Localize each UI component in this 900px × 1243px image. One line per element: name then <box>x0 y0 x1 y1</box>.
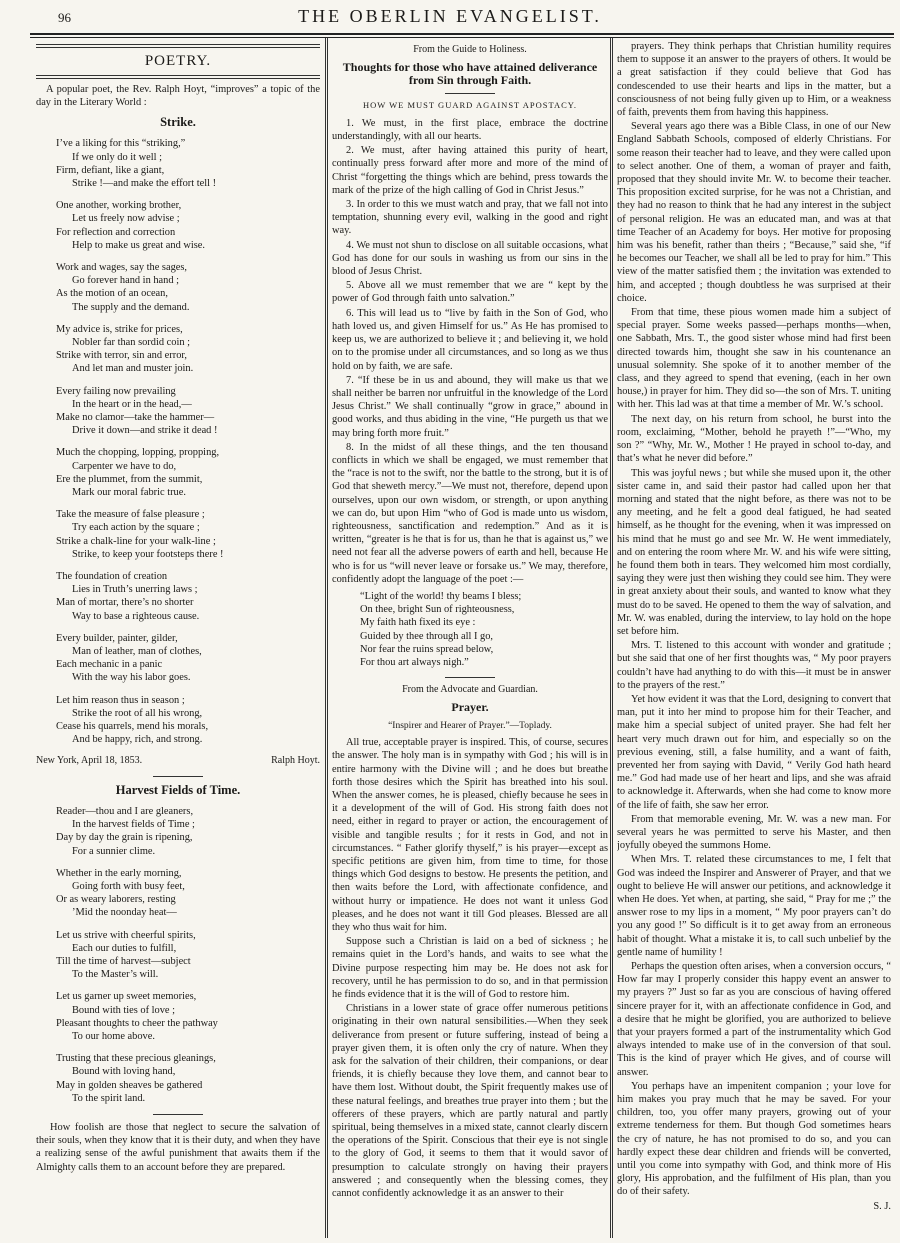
paragraph: Yet how evident it was that the Lord, designing to convert that man, put it into her mind to propose him for their Teacher, and make him a special subject of united prayer. She had felt her heart very much drawn out for him, and especially so on the previous evening, still, a false humility, and a want of faith, prevented her from saying with David, “ Verily God hath heard me.” God had made use of her heart and lips, and she was afraid to acknowledge it. Afterwards, when she had come to know more of the life of faith, she saw her error. <box>617 693 891 811</box>
poem-line: Till the time of harvest—subject <box>56 956 191 968</box>
poem-line: To our home above. <box>72 1031 155 1043</box>
stanza <box>56 137 320 190</box>
article-source: From the Guide to Holiness. <box>413 44 527 55</box>
verse-line: Nor fear the ruins spread below, <box>360 643 494 655</box>
poem-line: Take the measure of false pleasure ; <box>56 509 205 521</box>
poem-line: Each our duties to fulfill, <box>72 942 177 954</box>
paragraph: All true, acceptable prayer is inspired. This, of course, secures the answer. The holy man is in sympathy with God ; his will is in entire harmony with the Divine will ; and he does but breathe forth those desires which the Spirit has breathed into his soul. When the answer comes, he is pleased, chiefly because he sees in it a development of the will of God. His strong faith does not need, either in regard to prayer or action, the encouragement of visible and tangible results ; for it rests in God, and not in circumstances. “ Father glorify thyself,” is his prayer—except as specific petitions are given him, from time to time, for those things which God designs to bestow. He presents the petition, and then waits before the Lord, with affectionate confidence, and without hurry or impatience. He does not want it unless God pleases, and he does not want it till God pleases. Blessed are all they who thus wait for him. <box>332 737 608 933</box>
poem-title: Harvest Fields of Time. <box>115 783 241 798</box>
article-body <box>617 40 891 1199</box>
closing-paragraph: How foolish are those that neglect to secure the salvation of their souls, when they know that it is their duty, and when they have a realizing sense of the awful punishment that awaits them if the Almighty calls them to an account before they are prepared. <box>36 1122 320 1173</box>
divider <box>153 1114 203 1115</box>
poem-line: Way to base a righteous cause. <box>72 610 200 622</box>
article-epigraph: “Inspirer and Hearer of Prayer.”—Toplady. <box>388 721 552 732</box>
poem-line: Or as weary laborers, resting <box>56 894 176 906</box>
poem-line: Trusting that these precious gleanings, <box>56 1053 216 1065</box>
poem-line: Firm, defiant, like a giant, <box>56 164 165 176</box>
poem-line: Nobler far than sordid coin ; <box>72 336 191 348</box>
column-rule <box>325 38 328 1238</box>
divider <box>445 677 495 678</box>
poem-line: Carpenter we have to do, <box>72 460 177 472</box>
poem-line: Strike with terror, sin and error, <box>56 350 188 362</box>
article-title: Prayer. <box>451 699 489 714</box>
paragraph: 8. In the midst of all these things, and the ten thousand conflicts in which we shall be engaged, we must remember that the “race is not to the swift, nor the battle to the strong, but it is of God that sheweth mercy.”—We must not, therefore, depend upon ourselves, upon our own wisdom, or strength, or upon anything we can do, but upon Him “who of God is made unto us wisdom, righteousness, sanctification and redemption.” And as it is written, “greater is he that is for us, than he that is against us,” we need not fear all the adverse powers of earth and hell, because He who is for us “will never leave or forsake us.” We may, therefore, confidently adopt the language of the poet :— <box>332 441 608 585</box>
poem-line: Drive it down—and strike it dead ! <box>72 425 218 437</box>
quoted-verse <box>360 590 608 669</box>
poem-line: Cease his quarrels, mend his morals, <box>56 721 209 733</box>
poem-line: Going forth with busy feet, <box>72 881 185 893</box>
paragraph: Christians in a lower state of grace offer numerous petitions originating in their own natural sensibilities.—When they seek deliverance from present or future suffering, instead of being a prayer given them, it is often only the cry of nature. When they ask for the salvation of their children, their companions, or dear friends, it is chiefly because they love them, and cannot bear to have them lost. Without doubt, the Spirit frequently makes use of these natural feelings, and breathes true prayer into them ; but the offerers of these prayers, which are partly natural and partly spiritual, being themselves in a mixed state, cannot clearly discern the operations of the Spirit. Conscious that their eye is not single to the glory of God, it seems to them that it would savor of presumption to calculate strongly on having their prayers answered ; and consequently when the blessing comes, they cannot confidently acknowledge it as an answer to their <box>332 1003 608 1200</box>
poem-line: Day by day the grain is ripening, <box>56 832 193 844</box>
poem-line: The foundation of creation <box>56 571 168 583</box>
stanza <box>56 990 320 1043</box>
poem-line: For reflection and correction <box>56 226 176 238</box>
stanza <box>56 570 320 623</box>
poem-line: Much the chopping, lopping, propping, <box>56 447 220 459</box>
stanza <box>56 632 320 685</box>
poem-line: To the spirit land. <box>72 1092 146 1104</box>
poem-place-date: New York, April 18, 1853. <box>36 755 143 767</box>
paragraph: This was joyful news ; but while she mused upon it, the other sister came in, and said their pastor had called upon her that morning and stated that the night before, as there was not to be any meeting, and he felt a good deal fatigued, he had seated himself, as he thought for the evening, when it was impressed on his mind that he must go and see Mr. W. He went immediately, and on entering the room where Mr. W. and his wife were sitting, he found them both in tears. They welcomed him most cordially, saying they were just then wishing they could see him. They were in great anxiety about their souls, and wanted to know what they must do to be saved. He opened to them the way of salvation, and Mr. W. was enabled, during the interview, to lay hold on the hope set before him. <box>617 467 891 637</box>
poem-line: Man of leather, man of clothes, <box>72 646 202 658</box>
poem-body <box>36 805 320 1105</box>
article-signature: S. J. <box>873 1200 891 1212</box>
stanza <box>56 805 320 858</box>
article-title: Thoughts for those who have attained deliverance from Sin through Faith. <box>342 59 598 87</box>
poem-line: Help to make us great and wise. <box>72 239 206 251</box>
poem-line: Let us freely now advise ; <box>72 213 180 225</box>
article-subtitle: HOW WE MUST GUARD AGAINST APOSTACY. <box>363 100 577 111</box>
stanza <box>56 867 320 920</box>
section-heading: POETRY. <box>144 53 212 69</box>
paragraph: 1. We must, in the first place, embrace the doctrine understandingly, with all our hearts. <box>332 117 608 143</box>
paragraph: 7. “If these be in us and abound, they will make us that we shall neither be barren nor unfruitful in the knowledge of the Lord Jesus Christ.” We shall continually “grow in grace,” abound in good works, and thus abiding in the vine, “He purgeth us that we may bring forth more fruit.” <box>332 374 608 439</box>
stanza <box>56 929 320 982</box>
column-rule <box>610 38 613 1238</box>
article-body <box>332 736 608 1200</box>
article-source: From the Advocate and Guardian. <box>402 684 538 696</box>
poem-line: Let us strive with cheerful spirits, <box>56 929 196 941</box>
poem-line: Strike the root of all his wrong, <box>72 707 203 719</box>
verse-line: On thee, bright Sun of righteousness, <box>360 604 515 616</box>
verse-line: Guided by thee through all I go, <box>360 630 494 642</box>
poem-line: My advice is, strike for prices, <box>56 323 183 335</box>
poem-line: For a sunnier clime. <box>72 845 156 857</box>
poem-line: Bound with loving hand, <box>72 1066 176 1078</box>
poem-signature <box>36 755 320 768</box>
poem-line: I’ve a liking for this “striking,” <box>56 138 186 150</box>
poem-title: Strike. <box>160 115 196 130</box>
poem-body <box>36 137 320 746</box>
poem-line: If we only do it well ; <box>72 151 163 163</box>
section-rule <box>36 75 320 79</box>
paragraph: 5. Above all we must remember that we are “ kept by the power of God through faith unto salvation.” <box>332 280 608 305</box>
stanza <box>56 694 320 747</box>
paragraph: 6. This will lead us to “live by faith in the Son of God, who hath loved us, and given Himself for us.” As He has promised to keep us, we are authorized to believe it ; and believing it, we hold on to the promise under all circumstances, and so long as we thus hold on by faith, we are safe. <box>332 307 608 372</box>
poem-line: And be happy, rich, and strong. <box>72 734 203 746</box>
poem-line: And let man and muster join. <box>72 363 194 375</box>
paragraph: You perhaps have an impenitent companion ; your love for him makes you pray much that he may be saved. For your children, too, you offer many prayers, growing out of your extreme tenderness for them. But though God sometimes hears the cry of nature, he has not promised to do so, and you can hardly expect these dear children and friends will be converted, until you come into sympathy with God, and think more of His glory, His approbation, and the fulfilment of His plan, than you do of their safety. <box>617 1080 891 1198</box>
poem-line: In the harvest fields of Time ; <box>72 819 195 831</box>
column-continuation <box>617 40 891 1240</box>
poem-line: As the motion of an ocean, <box>56 288 168 300</box>
poem-line: One another, working brother, <box>56 200 182 212</box>
poem-line: Bound with ties of love ; <box>72 1004 176 1016</box>
poem-line: Lies in Truth’s unerring laws ; <box>72 584 198 596</box>
stanza <box>56 261 320 314</box>
poem-line: Strike !—and make the effort tell ! <box>72 177 217 189</box>
poem-line: May in golden sheaves be gathered <box>56 1079 203 1091</box>
poem-line: Man of mortar, there’s no shorter <box>56 597 194 609</box>
divider <box>445 93 495 94</box>
poem-line: Strike, to keep your footsteps there ! <box>72 548 224 560</box>
poem-line: Ere the plummet, from the summit, <box>56 473 203 485</box>
stanza <box>56 446 320 499</box>
verse-line: “Light of the world! thy beams I bless; <box>360 590 522 602</box>
verse-line: My faith hath fixed its eye : <box>360 617 476 629</box>
divider <box>153 776 203 777</box>
poem-line: Make no clamor—take the hammer— <box>56 411 215 423</box>
poem-line: Pleasant thoughts to cheer the pathway <box>56 1017 218 1029</box>
stanza <box>56 323 320 376</box>
stanza <box>56 1052 320 1105</box>
article-body <box>332 117 608 586</box>
paragraph: 4. We must not shun to disclose on all suitable occasions, what God has done for our souls in washing us from our sins in the blood of Jesus Christ. <box>332 239 608 278</box>
poem-line: Try each action by the square ; <box>72 522 200 534</box>
poem-line: Reader—thou and I are gleaners, <box>56 806 194 818</box>
poem-intro: A popular poet, the Rev. Ralph Hoyt, “improves” a topic of the day in the Literary World : <box>36 84 320 109</box>
column-articles <box>332 40 608 1240</box>
stanza <box>56 199 320 252</box>
paragraph: Perhaps the question often arises, when a conversion occurs, “ How far may I properly consider this happy event an answer to my prayers ?” Just so far as you are conscious of having offered sincere prayer for it, with an affectionate confidence in God, and a desire that he might be glorified, you are authorized to believe that your prayers formed a part of the instrumentality which God always intended to make use of in the conversion of that soul. This is the kind of prayer which He gives, and of course will answer. <box>617 961 891 1078</box>
poem-line: ’Mid the noonday heat— <box>72 907 177 919</box>
poem-line: Each mechanic in a panic <box>56 659 163 671</box>
poem-line: To the Master’s will. <box>72 969 159 981</box>
poem-line: Every failing now prevailing <box>56 385 176 397</box>
page-number: 96 <box>58 10 71 25</box>
paragraph: prayers. They think perhaps that Christian humility requires them to suppose it an answer to the prayers of others. It would be a great satisfaction if they could believe that God has condescended to use their hearts and lips in the matter, but a consciousness of not being fully given up to Him, or a weakness of faith, prevents them from having this happiness. <box>617 41 891 119</box>
poem-line: Let us garner up sweet memories, <box>56 991 197 1003</box>
verse-line: For thou art always nigh.” <box>360 656 469 668</box>
section-rule <box>36 44 320 48</box>
poem-line: Work and wages, say the sages, <box>56 261 188 273</box>
poem-line: Whether in the early morning, <box>56 867 182 879</box>
poem-line: Every builder, painter, gilder, <box>56 632 178 644</box>
paragraph: From that memorable evening, Mr. W. was a new man. For several years he was permitted to serve his Master, and then joyfully obeyed the summons Home. <box>617 813 891 852</box>
stanza <box>56 385 320 438</box>
stanza <box>56 508 320 561</box>
poem-author: Ralph Hoyt. <box>271 755 320 767</box>
poem-line: The supply and the demand. <box>72 301 190 313</box>
paragraph: Suppose such a Christian is laid on a bed of sickness ; he remains quiet in the Lord’s hands, and waits to see what the Divine purpose respecting him may be. He does not ask for recovery, until he has permission to do so, and in that permission he finds evidence that it is the will of God to restore him. <box>332 936 608 1000</box>
poem-line: Mark our moral fabric true. <box>72 487 186 498</box>
poem-line: Go forever hand in hand ; <box>72 275 180 287</box>
paragraph: 3. In order to this we must watch and pray, that we fall not into temptation, shunning every evil, walking in the good and right way. <box>332 199 608 237</box>
paragraph: 2. We must, after having attained this purity of heart, continually press forward after more and more of the mind of Christ “forgetting the things which are behind, press towards the mark of the prize of the high calling of God in Christ Jesus.” <box>332 145 608 196</box>
masthead: THE OBERLIN EVANGELIST. <box>298 6 602 26</box>
column-poetry <box>36 40 320 1240</box>
paragraph: From that time, these pious women made him a subject of special prayer. Some weeks passed—perhaps months—when, one Sabbath, Mrs. T., the good sister whose mind had first been directed towards him, thought she saw in his countenance an unusual solemnity. She spoke of it to another member of the class, and they agreed to spend that evening, (each in her own house,) in prayer for him. They did so—the son of Mrs. T. uniting with her. This lad was at that time a member of Mr. W.’s school. <box>617 307 891 411</box>
paragraph: The next day, on his return from school, he burst into the room, exclaiming, “Mother, behold he prayeth !”—“Who, my son ?” “Why, Mr. W., Mother ! He prayed in school to-day, and that’s what he never did before.” <box>617 413 891 465</box>
header-rule <box>30 33 894 38</box>
paragraph: Mrs. T. listened to this account with wonder and gratitude ; but she said that one of her first thoughts was, “ My poor prayers couldn’t have had anything to do with this—it must be in answer to the prayers of the rest.” <box>617 640 891 691</box>
poem-line: In the heart or in the head,— <box>72 398 192 410</box>
paragraph: Several years ago there was a Bible Class, in one of our New England Sabbath Schools, composed of elderly Christians. For some reason their teacher had to leave, and they were called upon to select another. One of them, a woman of prayer and faith, proposed that they should invite Mr. W. to become their teacher. This proposition excited surprise, for he was not a Christian, and they had no reason to think that he had any interest in the subject of personal religion. He was an educated man, and was at that time Teacher of an Academy for boys. Her motive for proposing him was his benefit, rather than theirs ; “Because,” said she, “if he becomes our Teacher, we shall all be led to pray for him.” This view of the matter satisfied them ; the invitation was extended to him, and accepted ; though doubtless he was surprised at their choice. <box>617 121 891 304</box>
poem-line: Let him reason thus in season ; <box>56 694 185 706</box>
poem-line: With the way his labor goes. <box>72 672 191 684</box>
poem-line: Strike a chalk-line for your walk-line ; <box>56 535 216 547</box>
paragraph: When Mrs. T. related these circumstances to me, I felt that God was indeed the Inspirer and Answerer of Prayer, and that we ought to believe He will answer our petitions, and acknowledge it when He does. Yet when, at parting, she said, “ Pray for me ;” the answer rose to my lips in a moment, “ My poor prayers can’t do you any good !” So difficult is it to get away from an erroneous habit of thought. What a mistake it is, to call such unbelief by the gentle name of humility ! <box>617 854 891 958</box>
